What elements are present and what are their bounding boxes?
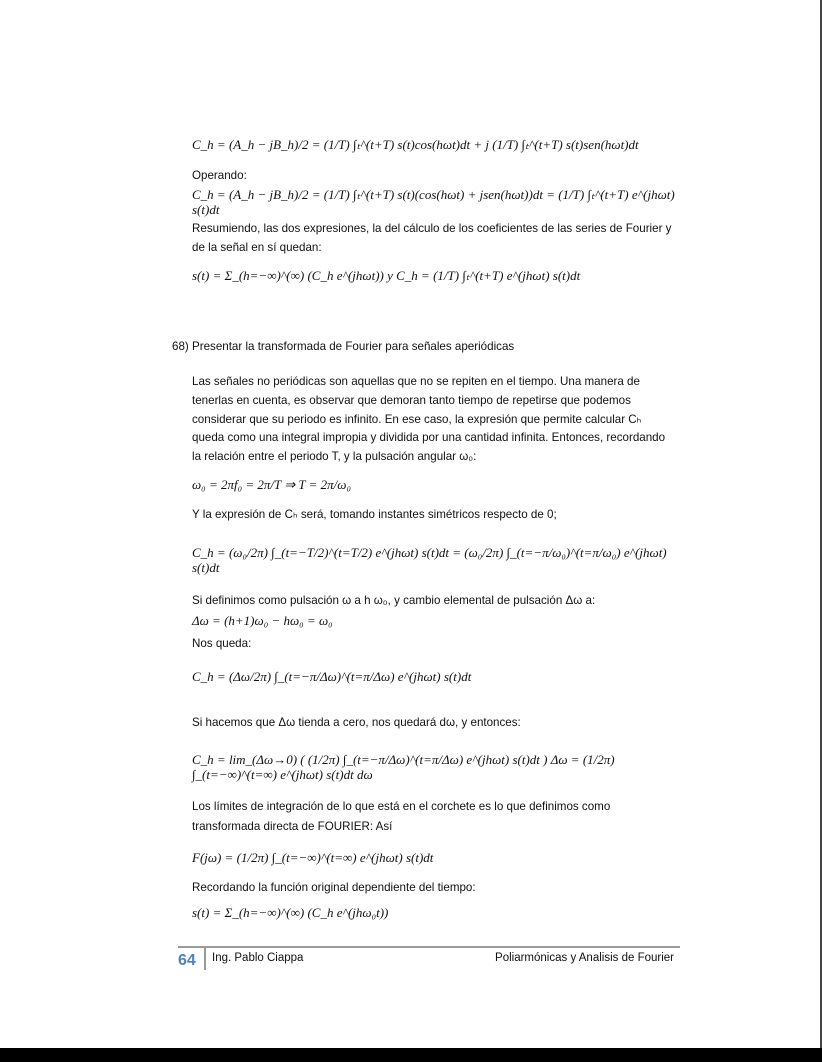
paragraph-line: Y la expresión de Cₕ será, tomando instantes simétricos respecto de 0; <box>192 508 557 521</box>
equation-ch-delta: C_h = (Δω/2π) ∫_(t=−π/Δω)^(t=π/Δω) e^(jhωt) s(t)dt <box>192 669 472 684</box>
equation-ch-exponential: C_h = (A_h − jB_h)/2 = (1/T) ∫ₜ^(t+T) s(t)(cos(hωt) + jsen(hωt))dt = (1/T) ∫ₜ^(t+T) e^(jhωt) s(t)dt <box>192 187 675 217</box>
bottom-bar <box>0 1048 822 1062</box>
paragraph-line: Nos queda: <box>192 637 252 650</box>
footer-author: Ing. Pablo Ciappa <box>212 952 304 964</box>
paragraph-line: Los límites de integración de lo que está en el corchete es lo que definimos como <box>192 800 611 813</box>
paragraph-line: Las señales no periódicas son aquellas que no se repiten en el tiempo. Una manera de <box>192 375 640 388</box>
equation-time-signal: s(t) = Σ_(h=−∞)^(∞) (C_h e^(jhω₀t)) <box>192 905 389 920</box>
paragraph-line: de la señal en sí quedan: <box>192 241 322 254</box>
paragraph-line: Si hacemos que Δω tienda a cero, nos quedará dω, y entonces: <box>192 716 521 729</box>
equation-ch-symmetric: C_h = (ω₀/2π) ∫_(t=−T/2)^(t=T/2) e^(jhωt) s(t)dt = (ω₀/2π) ∫_(t=−π/ω₀)^(t=π/ω₀) e^(jhωt) s(t)dt <box>192 545 667 575</box>
equation-ch-limit: C_h = lim_(Δω→0) ( (1/2π) ∫_(t=−π/Δω)^(t=π/Δω) e^(jhωt) s(t)dt ) Δω = (1/2π) ∫_(t=−∞)^(t=∞) e^(jhωt) s(t)dt dω <box>192 752 615 782</box>
paragraph-line: Si definimos como pulsación ω a h ω₀, y cambio elemental de pulsación Δω a: <box>192 594 596 607</box>
paragraph-line: Recordando la función original dependiente del tiempo: <box>192 881 476 894</box>
footer-title: Poliarmónicas y Analisis de Fourier <box>495 952 674 964</box>
footer-divider <box>178 946 680 948</box>
footer-separator <box>204 946 206 970</box>
page-number: 64 <box>178 952 196 969</box>
paragraph-line: Resumiendo, las dos expresiones, la del cálculo de los coeficientes de las series de Fourier y <box>192 222 672 235</box>
paragraph-line: transformada directa de FOURIER: Así <box>192 820 393 833</box>
equation-delta-omega: Δω = (h+1)ω₀ − hω₀ = ω₀ <box>192 613 333 628</box>
equation-fourier-series: s(t) = Σ_(h=−∞)^(∞) (C_h e^(jhωt)) y C_h = (1/T) ∫ₜ^(t+T) e^(jhωt) s(t)dt <box>192 268 581 283</box>
equation-ch-sin-cos: C_h = (A_h − jB_h)/2 = (1/T) ∫ₜ^(t+T) s(t)cos(hωt)dt + j (1/T) ∫ₜ^(t+T) s(t)sen(hωt)dt <box>192 137 639 152</box>
paragraph-line: tenerlas en cuenta, es observar que demoran tanto tiempo de repetirse que podemos <box>192 394 631 407</box>
section-heading: 68) Presentar la transformada de Fourier para señales aperiódicas <box>172 340 515 353</box>
operando-label: Operando: <box>192 169 247 182</box>
paragraph-line: considerar que su periodo es infinito. En ese caso, la expresión que permite calcular Cₕ <box>192 413 642 426</box>
equation-omega: ω₀ = 2πf₀ = 2π/T ⇒ T = 2π/ω₀ <box>192 477 351 492</box>
paragraph-line: queda como una integral impropia y dividida por una cantidad infinita. Entonces, recordando <box>192 431 666 444</box>
paragraph-line: la relación entre el periodo T, y la pulsación angular ω₀: <box>192 450 477 463</box>
equation-fourier-transform: F(jω) = (1/2π) ∫_(t=−∞)^(t=∞) e^(jhωt) s(t)dt <box>192 850 434 865</box>
